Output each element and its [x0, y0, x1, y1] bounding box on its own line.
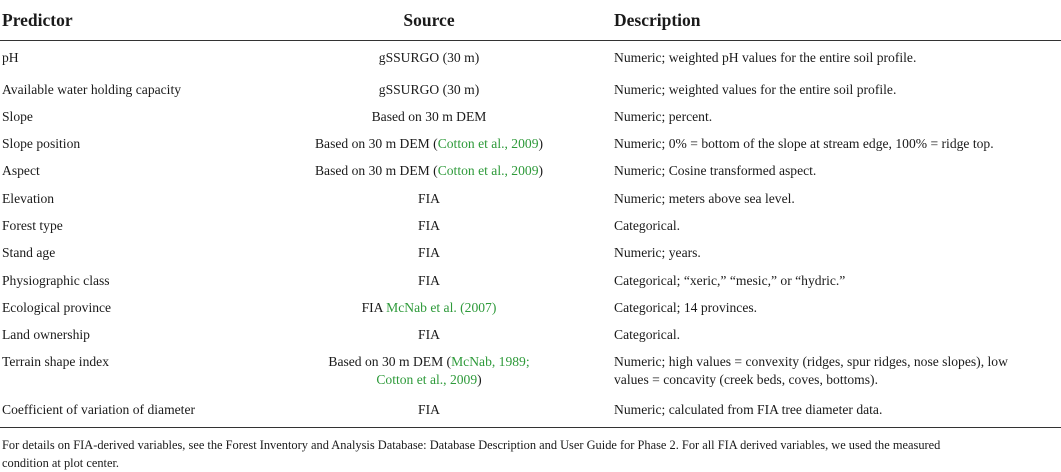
- source-cell: FIA: [418, 245, 440, 261]
- source-text: ): [538, 136, 544, 152]
- source-text: ): [477, 372, 482, 388]
- predictor-cell: Land ownership: [2, 327, 90, 343]
- source-cell: FIA: [250, 397, 608, 427]
- description-cell: [608, 349, 1061, 397]
- predictor-cell: pH: [2, 50, 19, 65]
- description-cell: Categorical.: [614, 217, 681, 233]
- table-row: [0, 104, 1061, 131]
- source-text: Based on 30 m DEM (: [314, 163, 438, 179]
- description-cell: Numeric; calculated from FIA tree diameter data.: [608, 397, 1061, 427]
- predictor-cell: Coefficient of variation of diameter: [0, 397, 250, 427]
- footnote-line: For details on FIA-derived variables, see the Forest Inventory and Analysis Database: Database Description and User Guide for Phase 2. For all FIA derived variables, we used the measured: [2, 438, 941, 452]
- description-cell: Numeric; percent.: [614, 108, 713, 124]
- citation-link[interactable]: Cotton et al., 2009: [437, 136, 539, 152]
- table-row: [0, 131, 1061, 158]
- citation-link[interactable]: McNab, 1989;: [451, 354, 530, 370]
- source-cell: [250, 295, 608, 322]
- source-text: ): [538, 163, 544, 179]
- description-cell: Numeric; Cosine transformed aspect.: [614, 163, 817, 179]
- citation-link[interactable]: Cotton et al., 2009: [376, 372, 478, 388]
- description-cell: Numeric; years.: [614, 245, 701, 261]
- table-row: [0, 186, 1061, 213]
- header-row: [0, 0, 1061, 41]
- table-row: [0, 397, 1061, 427]
- source-text: Based on 30 m DEM (: [314, 136, 438, 152]
- header-description: Description: [608, 0, 1061, 41]
- header-predictor: Predictor: [0, 0, 250, 41]
- description-cell: Categorical; 14 provinces.: [614, 299, 758, 315]
- table-row: [0, 240, 1061, 267]
- table-row: [0, 158, 1061, 185]
- table-header: [0, 0, 1061, 41]
- predictor-cell: Forest type: [2, 217, 63, 233]
- source-cell: FIA: [418, 190, 440, 206]
- citation-link[interactable]: Cotton et al., 2009: [437, 163, 539, 179]
- predictor-cell: Elevation: [2, 190, 55, 206]
- header-source: Source: [250, 0, 608, 41]
- source-cell: FIA: [418, 327, 440, 343]
- predictor-cell: Available water holding capacity: [2, 81, 182, 97]
- citation-link[interactable]: McNab et al. (2007): [386, 299, 497, 315]
- table-row: [0, 349, 1061, 397]
- description-cell: Numeric; meters above sea level.: [614, 190, 795, 206]
- table-row: [0, 77, 1061, 104]
- source-cell: [250, 158, 608, 185]
- description-cell: Categorical; “xeric,” “mesic,” or “hydric.”: [614, 272, 846, 288]
- table-row: [0, 268, 1061, 295]
- description-line: values = concavity (creek beds, coves, bottoms).: [614, 372, 878, 388]
- predictor-cell: Slope: [2, 108, 33, 124]
- source-text: Based on 30 m DEM (: [328, 354, 452, 370]
- source-cell: FIA: [418, 217, 440, 233]
- source-cell: [250, 349, 608, 397]
- source-cell: gSSURGO (30 m): [378, 81, 480, 97]
- predictor-cell: Slope position: [2, 136, 81, 152]
- table-row: [0, 213, 1061, 240]
- predictor-cell: Terrain shape index: [2, 354, 109, 370]
- predictor-cell: Aspect: [2, 163, 40, 179]
- description-cell: Numeric; weighted values for the entire soil profile.: [614, 81, 897, 97]
- source-cell: gSSURGO (30 m): [378, 50, 480, 65]
- table-body: [0, 41, 1061, 428]
- source-cell: [250, 131, 608, 158]
- table-row: [0, 41, 1061, 77]
- table-footnote: [2, 436, 1058, 472]
- predictor-cell: Physiographic class: [2, 272, 110, 288]
- description-line: Numeric; high values = convexity (ridges, spur ridges, nose slopes), low: [614, 354, 1008, 370]
- source-text: FIA: [361, 299, 387, 315]
- table-row: [0, 295, 1061, 322]
- source-cell: FIA: [418, 272, 440, 288]
- predictor-cell: Ecological province: [2, 299, 112, 315]
- description-cell: Categorical.: [614, 327, 681, 343]
- predictor-cell: Stand age: [2, 245, 56, 261]
- description-cell: Numeric; weighted pH values for the entire soil profile.: [614, 50, 917, 65]
- description-cell: Numeric; 0% = bottom of the slope at stream edge, 100% = ridge top.: [614, 136, 994, 152]
- source-cell: Based on 30 m DEM: [371, 108, 487, 124]
- footnote-line: condition at plot center.: [2, 456, 119, 470]
- table-row: [0, 322, 1061, 349]
